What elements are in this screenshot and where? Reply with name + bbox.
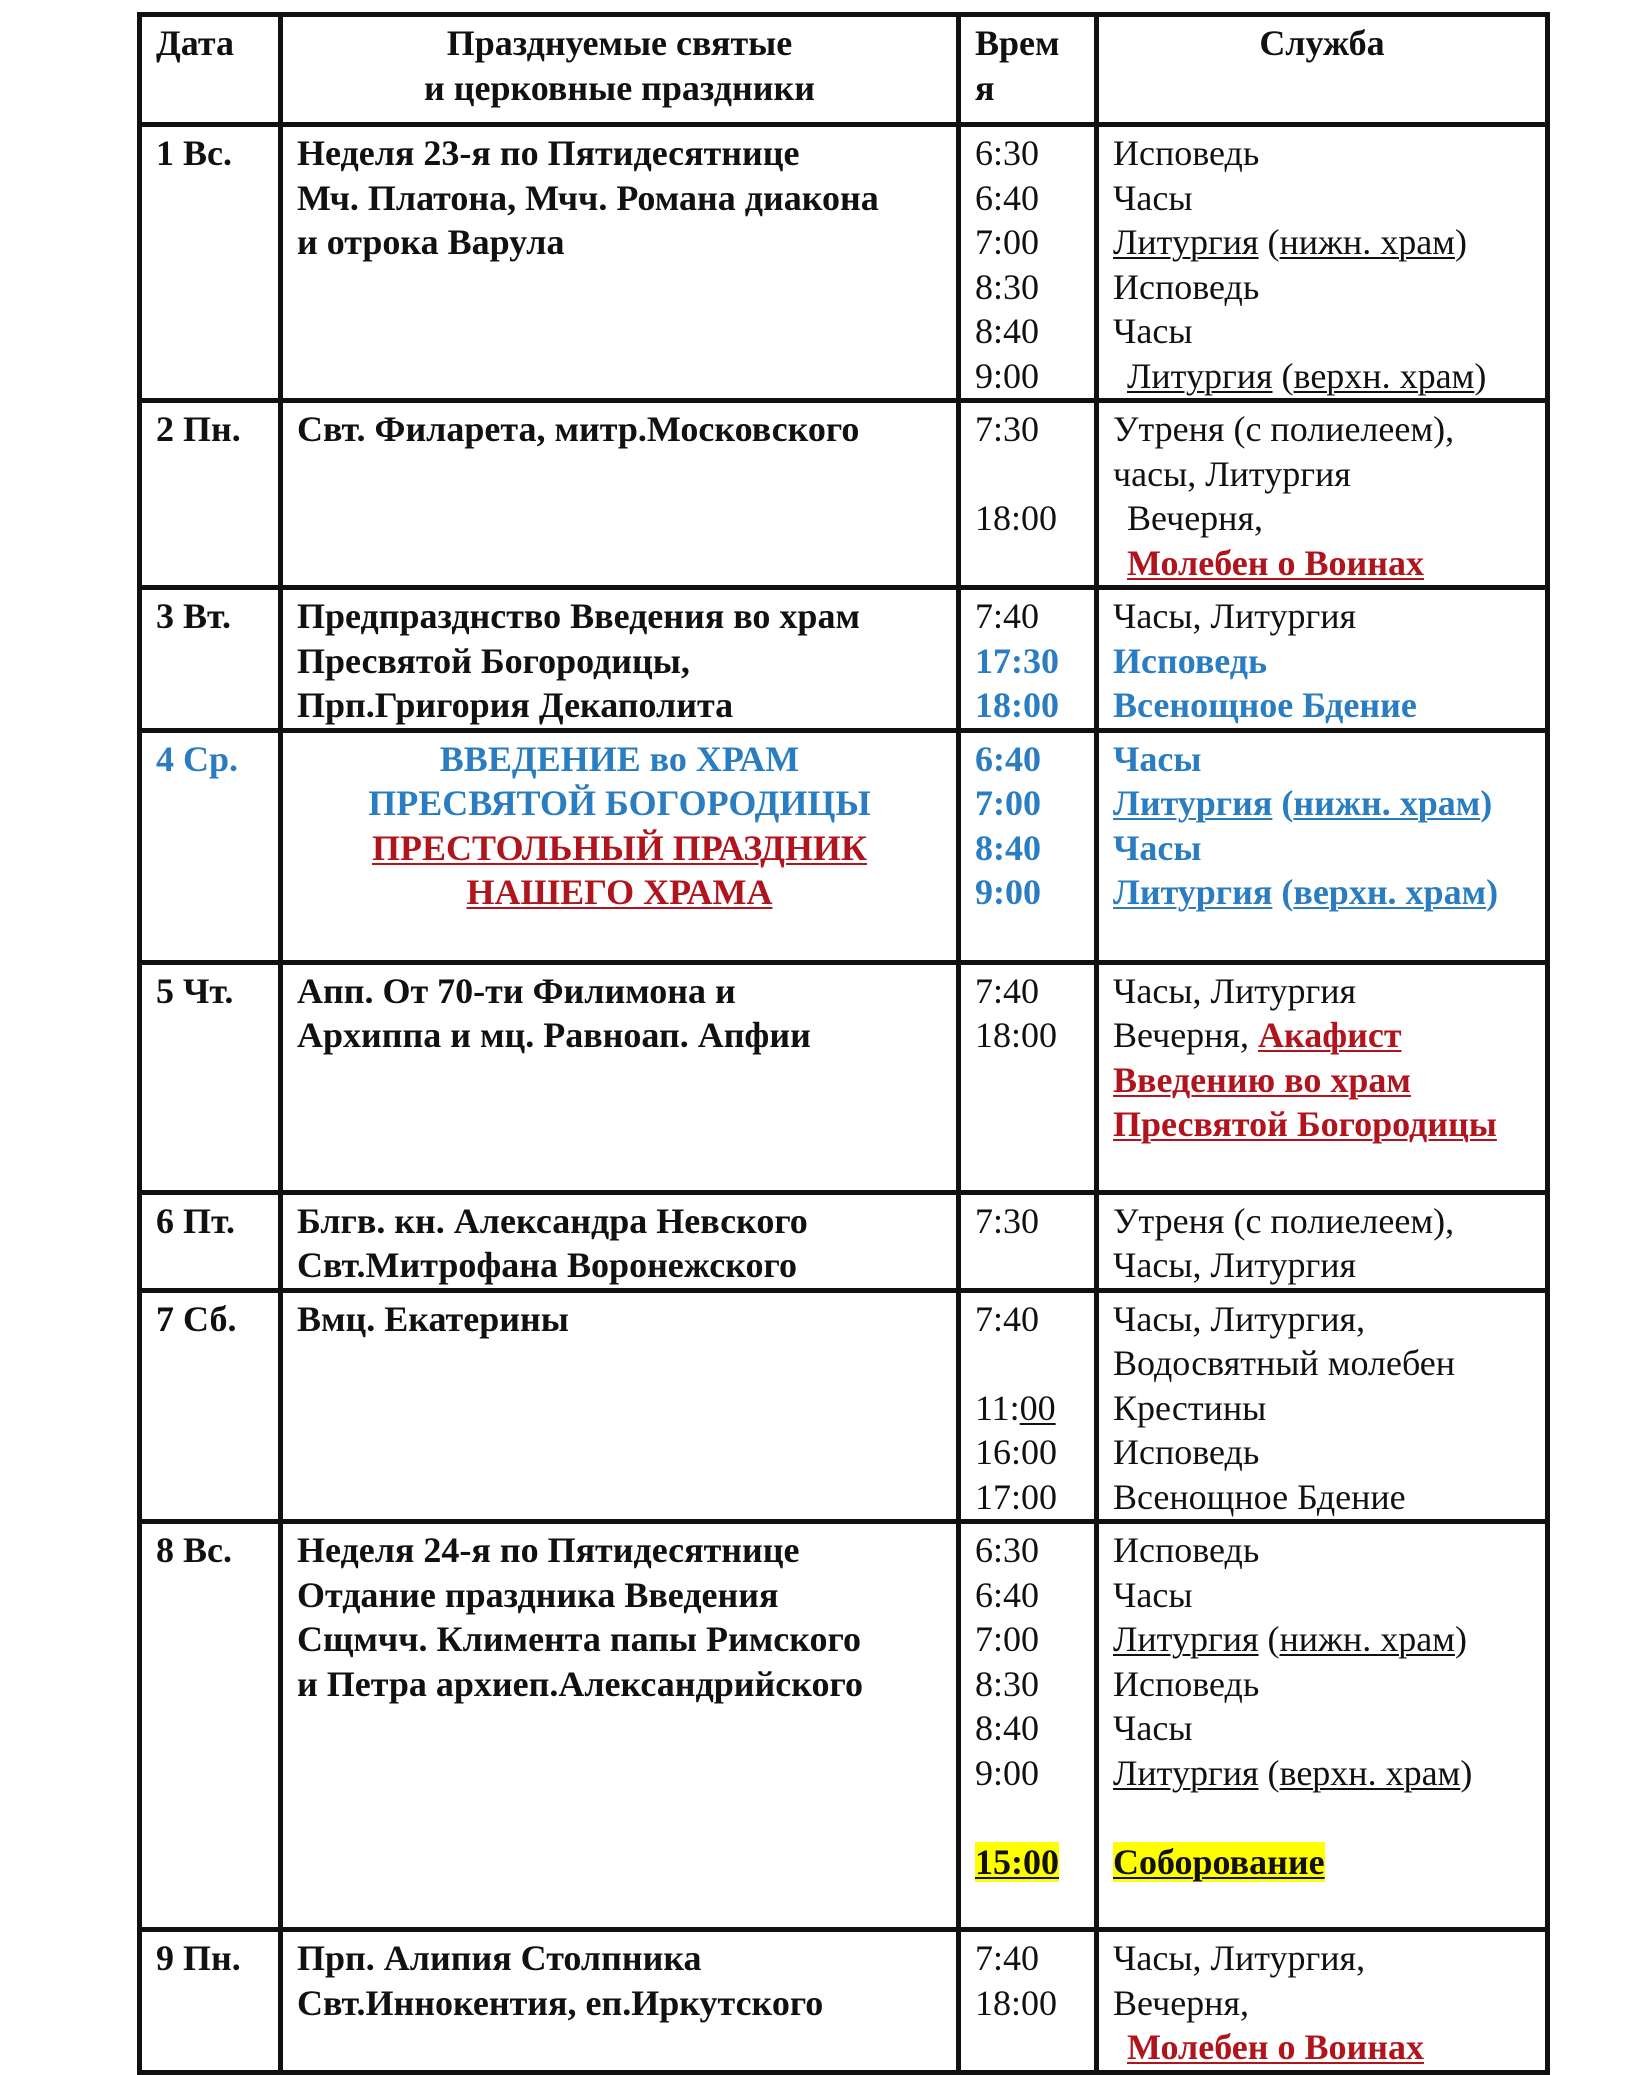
row-times: 7:40 17:30 18:00: [959, 588, 1097, 731]
row-services: Часы, Литургия Вечерня, Акафист Введению во храм Пресвятой Богородицы: [1097, 962, 1548, 1192]
row-services: Часы, Литургия, Водосвятный молебен Крестины Исповедь Всенощное Бдение: [1097, 1290, 1548, 1522]
row-name: Вмц. Екатерины: [281, 1290, 959, 1522]
row-date: 3 Вт.: [140, 588, 281, 731]
row-services: Часы Литургия (нижн. храм) Часы Литургия (верхн. храм): [1097, 730, 1548, 962]
row-times: 7:40 18:00: [959, 962, 1097, 1192]
row-times: 7:40 11:00 16:00 17:00: [959, 1290, 1097, 1522]
header-row: [140, 15, 1548, 125]
row-services: Часы, Литургия Исповедь Всенощное Бдение: [1097, 588, 1548, 731]
row-name: Предпразднство Введения во храм Пресвятой Богородицы, Прп.Григория Декаполита: [281, 588, 959, 731]
row-date: 8 Вс.: [140, 1522, 281, 1930]
table-row: [140, 962, 1548, 1192]
row-name: Апп. От 70-ти Филимона и Архиппа и мц. Равноап. Апфии: [281, 962, 959, 1192]
row-times: 7:30 18:00: [959, 401, 1097, 588]
table-row: [140, 1930, 1548, 2073]
header-date: Дата: [140, 15, 281, 125]
table-row: [140, 1522, 1548, 1930]
schedule-table: [137, 12, 1550, 2075]
row-name: Прп. Алипия Столпника Свт.Иннокентия, еп.Иркутского: [281, 1930, 959, 2073]
row-services: Часы, Литургия, Вечерня, Молебен о Воинах: [1097, 1930, 1548, 2073]
row-date: 4 Ср.: [140, 730, 281, 962]
row-date: 2 Пн.: [140, 401, 281, 588]
row-times: 6:30 6:40 7:00 8:30 8:40 9:00: [959, 125, 1097, 401]
table-row: [140, 1290, 1548, 1522]
table-row: [140, 401, 1548, 588]
row-name: Блгв. кн. Александра Невского Свт.Митрофана Воронежского: [281, 1192, 959, 1290]
table-row: [140, 588, 1548, 731]
row-times: 7:30: [959, 1192, 1097, 1290]
row-times: 6:40 7:00 8:40 9:00: [959, 730, 1097, 962]
row-services: Утреня (с полиелеем), Часы, Литургия: [1097, 1192, 1548, 1290]
row-name: ВВЕДЕНИЕ во ХРАМ ПРЕСВЯТОЙ БОГОРОДИЦЫ ПРЕСТОЛЬНЫЙ ПРАЗДНИК НАШЕГО ХРАМА: [281, 730, 959, 962]
row-name: Свт. Филарета, митр.Московского: [281, 401, 959, 588]
row-date: 5 Чт.: [140, 962, 281, 1192]
header-name: Празднуемые святые и церковные праздники: [281, 15, 959, 125]
header-time: Врем я: [959, 15, 1097, 125]
row-name: Неделя 23-я по Пятидесятнице Мч. Платона, Мчч. Романа диакона и отрока Варула: [281, 125, 959, 401]
row-services: Исповедь Часы Литургия (нижн. храм) Исповедь Часы Литургия (верхн. храм): [1097, 125, 1548, 401]
row-date: 7 Сб.: [140, 1290, 281, 1522]
table-row: [140, 125, 1548, 401]
row-services: Утреня (с полиелеем), часы, Литургия Вечерня, Молебен о Воинах: [1097, 401, 1548, 588]
row-date: 9 Пн.: [140, 1930, 281, 2073]
row-times: 7:40 18:00: [959, 1930, 1097, 2073]
row-date: 6 Пт.: [140, 1192, 281, 1290]
row-times: 6:30 6:40 7:00 8:30 8:40 9:00 15:00: [959, 1522, 1097, 1930]
table-row: [140, 730, 1548, 962]
row-name: Неделя 24-я по Пятидесятнице Отдание праздника Введения Сщмчч. Климента папы Римского и Петра архиеп.Александрийского: [281, 1522, 959, 1930]
table-row: [140, 1192, 1548, 1290]
row-date: 1 Вс.: [140, 125, 281, 401]
row-services: Исповедь Часы Литургия (нижн. храм) Исповедь Часы Литургия (верхн. храм) Соборование: [1097, 1522, 1548, 1930]
header-service: Служба: [1097, 15, 1548, 125]
